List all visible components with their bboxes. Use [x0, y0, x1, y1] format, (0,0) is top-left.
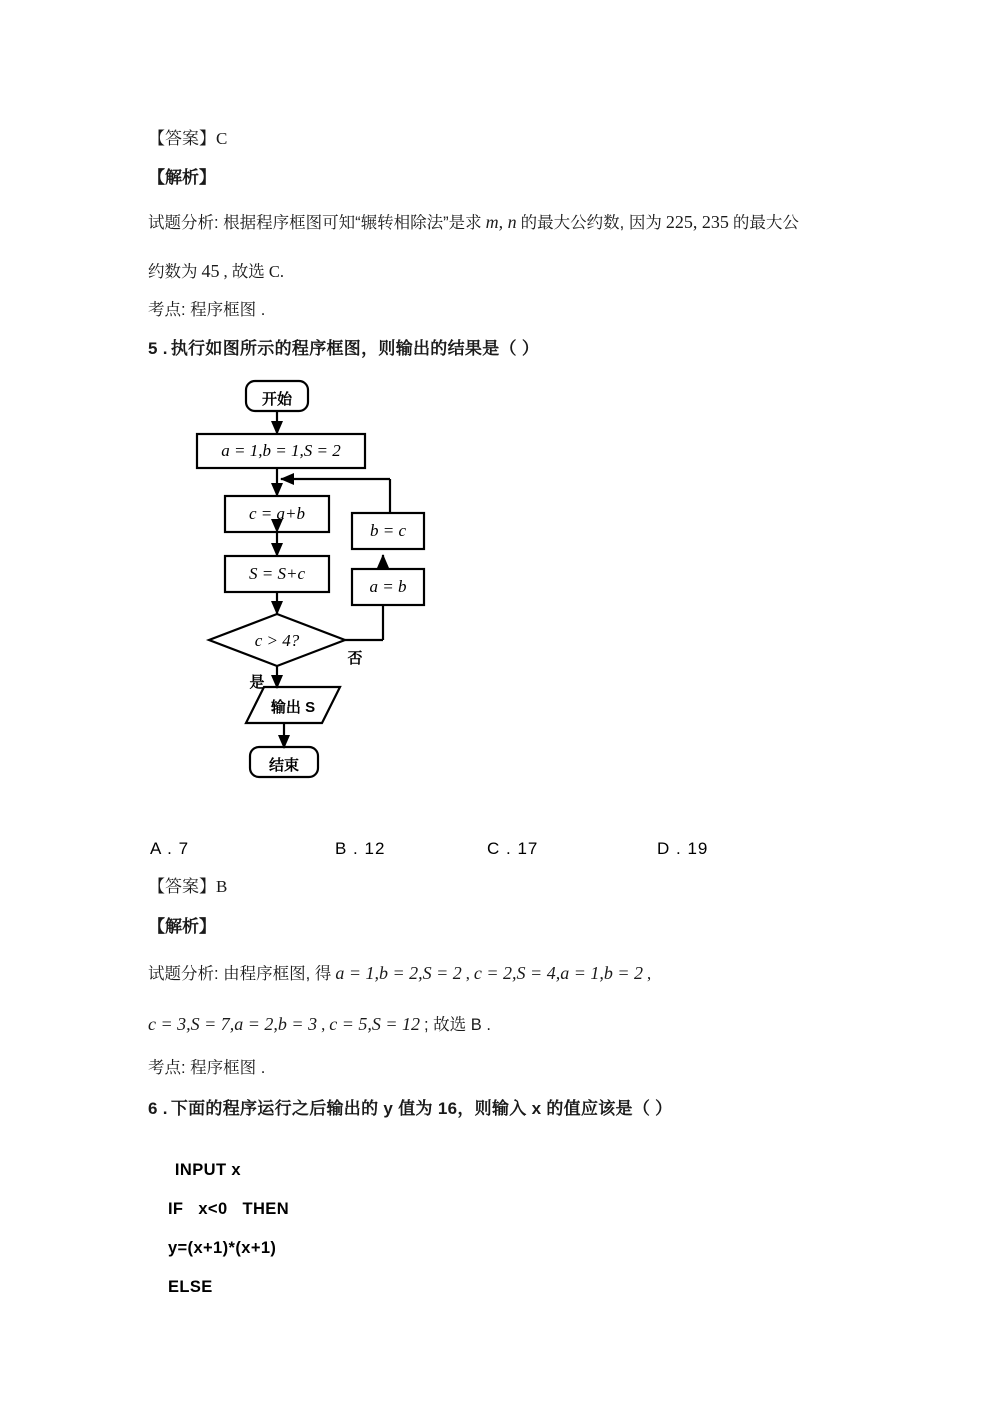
loop-box-ab-label: a = b	[369, 577, 407, 596]
option-a[interactable]	[150, 839, 189, 859]
q5-line1-sep-2: ,	[647, 964, 652, 983]
q5-math-seq-3: c = 3,S = 7,a = 2,b = 3	[148, 1014, 318, 1034]
arrowhead-sum-decision	[271, 601, 283, 615]
q4-analysis-suffix: 的最大公	[732, 214, 799, 232]
question-6-number: 6 .	[148, 1099, 168, 1118]
q5-analysis-header	[148, 918, 216, 935]
process-c-label: c = a+b	[249, 504, 305, 523]
q4-analysis-header-text: 【解析】	[148, 168, 216, 187]
q5-line2-suffix: ; 故选 B .	[424, 1016, 491, 1034]
q4-topic-text: 考点: 程序框图 .	[148, 301, 266, 319]
arrowhead-ab-bc	[377, 554, 389, 568]
q5-topic-line	[148, 1060, 265, 1077]
option-d[interactable]	[657, 839, 708, 859]
option-a-label: A . 7	[150, 839, 190, 858]
q4-analysis-header	[148, 169, 216, 186]
code-line-3-text: y=(x+1)*(x+1)	[167, 1239, 277, 1257]
q5-line2-sep-1: ,	[321, 1015, 326, 1034]
branch-no-label: 否	[347, 650, 363, 667]
q4-analysis-prefix: 试题分析: 根据程序框图可知“辗转相除法”是求	[148, 214, 482, 232]
q5-line1-sep-1: ,	[465, 964, 470, 983]
q4-math-mn: m, n	[485, 212, 517, 232]
option-c[interactable]	[487, 839, 538, 859]
loop-box-bc-label: b = c	[369, 521, 407, 540]
option-b[interactable]	[335, 839, 385, 859]
q4-math-225-235: 225, 235	[665, 212, 729, 232]
q4-analysis-mid: 的最大公约数, 因为	[520, 214, 662, 232]
output-node-label: 输出 S	[270, 699, 316, 716]
start-node-label: 开始	[261, 391, 292, 408]
question-6-heading	[148, 1100, 672, 1117]
question-5-text: 执行如图所示的程序框图，则输出的结果是（ ）	[170, 339, 540, 358]
question-5-number: 5 .	[148, 339, 168, 358]
code-line-4-text: ELSE	[167, 1278, 213, 1296]
q4-topic-line	[148, 302, 265, 319]
option-d-label: D . 19	[657, 839, 709, 858]
option-b-label: B . 12	[335, 839, 386, 858]
q5-math-seq-1: a = 1,b = 2,S = 2	[335, 963, 462, 983]
q5-analysis-line-2	[148, 1015, 491, 1034]
q5-math-seq-4: c = 5,S = 12	[329, 1014, 420, 1034]
q5-answer-line	[148, 878, 227, 895]
flowchart-diagram	[180, 375, 460, 785]
arrowhead-init-process	[271, 483, 283, 497]
option-c-label: C . 17	[487, 839, 539, 858]
q4-line2-suffix: , 故选 C.	[223, 262, 285, 281]
q5-answer-text: 【答案】B	[148, 877, 228, 896]
decision-node-label: c > 4?	[254, 631, 300, 650]
q5-line1-prefix: 试题分析: 由程序框图, 得	[148, 965, 332, 983]
q5-analysis-line-1	[148, 964, 651, 983]
q5-analysis-header-text: 【解析】	[148, 917, 216, 936]
q4-answer-line	[148, 130, 227, 147]
end-node-label: 结束	[268, 757, 299, 774]
q4-line2-prefix: 约数为	[148, 263, 198, 281]
code-line-1-text: INPUT x	[169, 1161, 241, 1179]
process-s-label: S = S+c	[249, 564, 305, 583]
q4-analysis-line-1	[148, 213, 799, 232]
q4-analysis-line-2	[148, 262, 284, 281]
code-line-2-text: IF x<0 THEN	[167, 1200, 290, 1218]
init-node-label: a = 1,b = 1,S = 2	[221, 441, 341, 460]
branch-yes-label: 是	[249, 674, 265, 691]
q4-math-45: 45	[201, 261, 220, 281]
q5-topic-text: 考点: 程序框图 .	[148, 1059, 266, 1077]
code-line-else	[148, 1259, 213, 1316]
question-6-text: 下面的程序运行之后输出的 y 值为 16，则输入 x 的值应该是（ ）	[170, 1099, 673, 1118]
q4-answer-text: 【答案】C	[148, 129, 228, 148]
q5-math-seq-2: c = 2,S = 4,a = 1,b = 2	[473, 963, 643, 983]
arrowhead-start-init	[271, 421, 283, 435]
question-5-heading	[148, 340, 539, 357]
